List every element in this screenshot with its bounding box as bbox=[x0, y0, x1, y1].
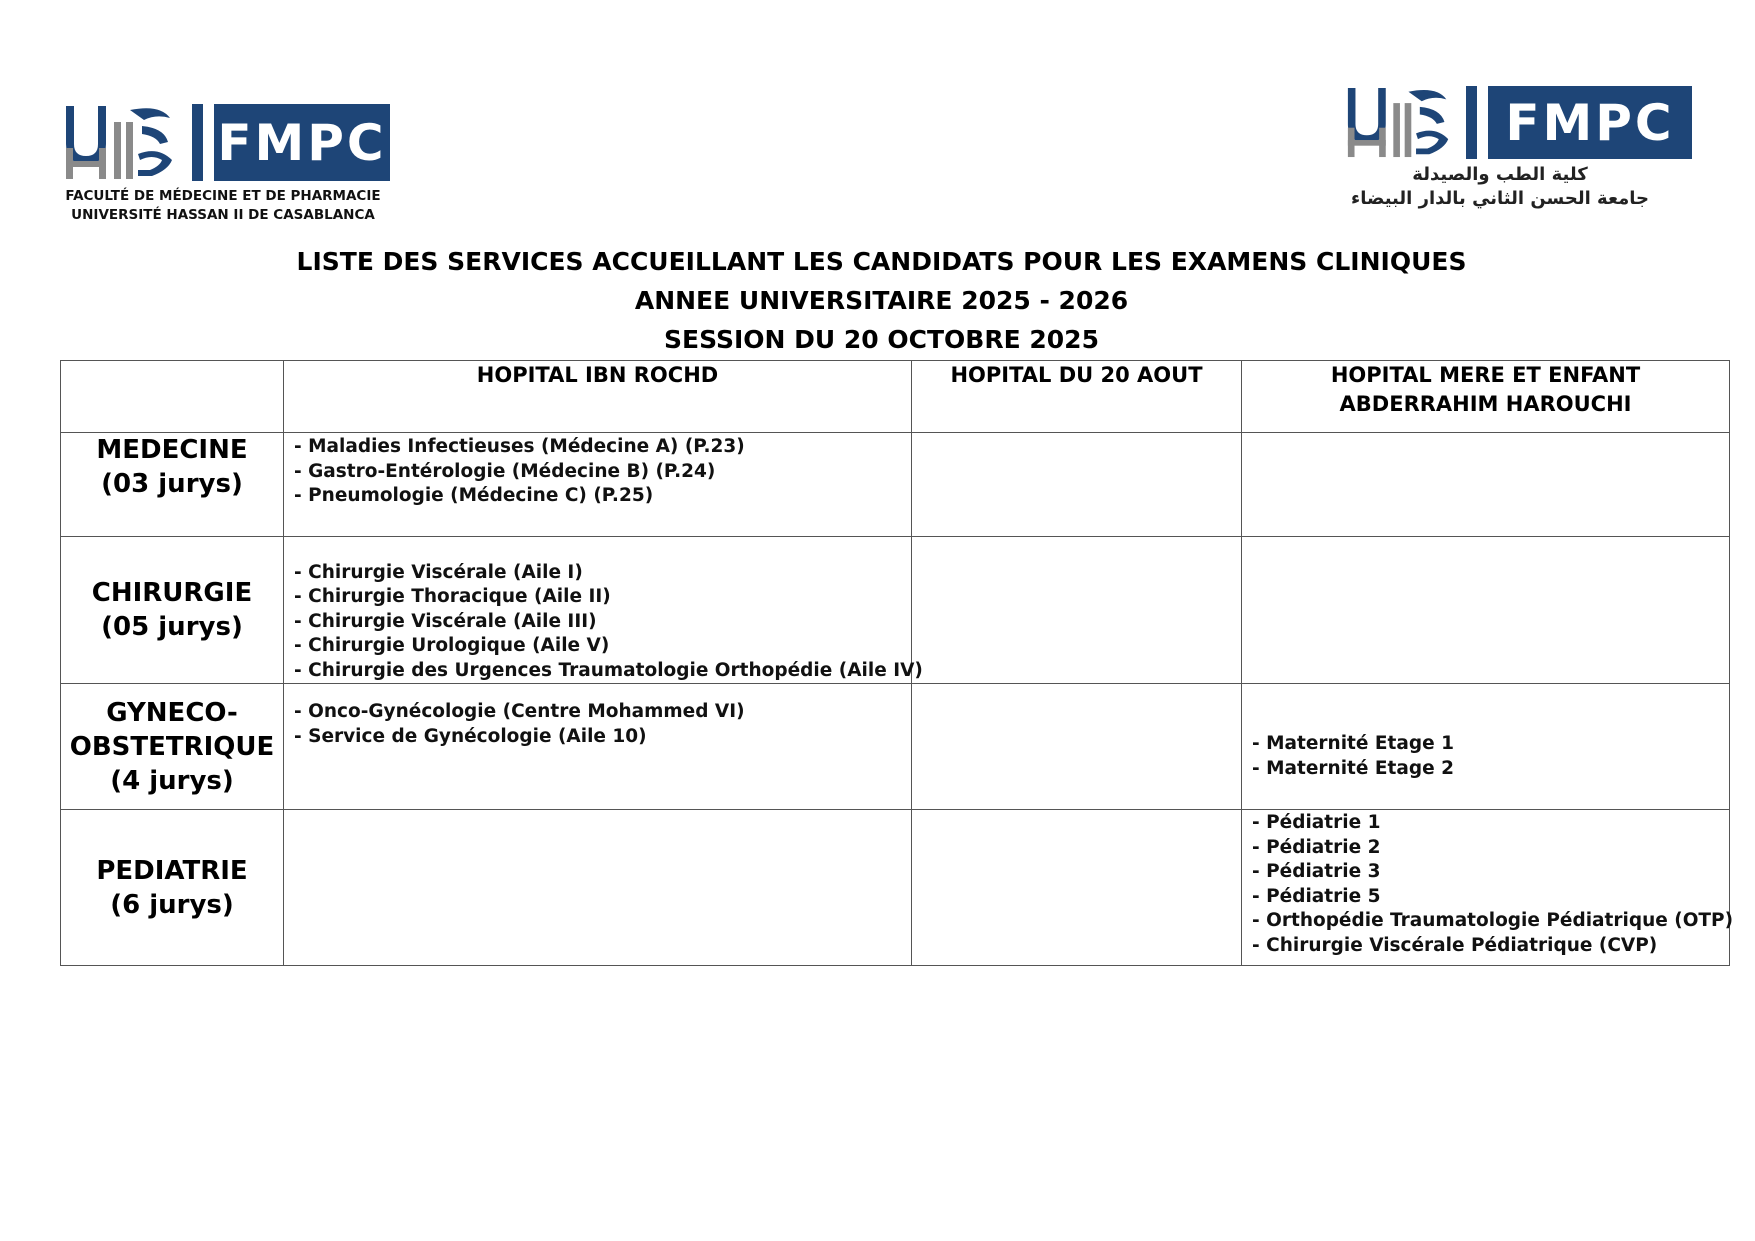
services-harouchi bbox=[1242, 684, 1730, 810]
services-table bbox=[60, 360, 1734, 966]
university-name: UNIVERSITÉ HASSAN II DE CASABLANCA bbox=[71, 207, 375, 223]
specialty-name: PEDIATRIE bbox=[96, 855, 248, 886]
list-item: - Chirurgie des Urgences Traumatologie Orthopédie (Aile IV) bbox=[294, 659, 923, 681]
list-item: - Maladies Infectieuses (Médecine A) (P.23) bbox=[294, 436, 745, 457]
services-ibn-rochd bbox=[284, 810, 912, 966]
services-ibn-rochd bbox=[284, 433, 912, 537]
services-20-aout bbox=[912, 433, 1242, 537]
faculty-name: FACULTÉ DE MÉDECINE ET DE PHARMACIE bbox=[65, 188, 381, 204]
services-harouchi bbox=[1242, 433, 1730, 537]
title-line-2: ANNEE UNIVERSITAIRE 2025 - 2026 bbox=[634, 286, 1129, 315]
services-ibn-rochd bbox=[284, 684, 912, 810]
specialty-name: OBSTETRIQUE bbox=[69, 731, 275, 762]
table-header-row bbox=[61, 361, 1730, 433]
list-item: - Onco-Gynécologie (Centre Mohammed VI) bbox=[294, 701, 745, 722]
header-empty bbox=[61, 361, 284, 433]
services-harouchi bbox=[1242, 810, 1734, 966]
list-item: - Chirurgie Viscérale Pédiatrique (CVP) bbox=[1252, 934, 1658, 956]
title-line-1: LISTE DES SERVICES ACCUEILLANT LES CANDIDATS POUR LES EXAMENS CLINIQUES bbox=[296, 247, 1467, 276]
logo-left bbox=[64, 104, 390, 225]
faculty-name-arabic: كلية الطب والصيدلة bbox=[1412, 164, 1588, 185]
list-item: - Chirurgie Urologique (Aile V) bbox=[294, 635, 610, 656]
table-row bbox=[61, 433, 1730, 537]
table-row bbox=[61, 810, 1730, 966]
list-item: - Chirurgie Thoracique (Aile II) bbox=[294, 586, 611, 607]
services-ibn-rochd bbox=[284, 537, 923, 684]
list-item: - Pédiatrie 2 bbox=[1252, 836, 1381, 858]
specialty-name: CHIRURGIE bbox=[91, 578, 253, 608]
jury-count: (6 jurys) bbox=[110, 889, 234, 920]
jury-count: (05 jurys) bbox=[101, 612, 243, 642]
specialty-cell bbox=[61, 684, 284, 810]
logo-right bbox=[1346, 86, 1692, 211]
list-item: - Pédiatrie 1 bbox=[1252, 812, 1381, 833]
list-item: - Orthopédie Traumatologie Pédiatrique (OTP) bbox=[1252, 910, 1734, 931]
table-row bbox=[61, 537, 1730, 684]
list-item: - Service de Gynécologie (Aile 10) bbox=[294, 725, 647, 747]
header-ibn-rochd: HOPITAL IBN ROCHD bbox=[284, 361, 912, 433]
specialty-name: GYNECO- bbox=[106, 697, 238, 728]
jury-count: (4 jurys) bbox=[110, 765, 234, 796]
fmpc-wordmark: FMPC bbox=[214, 104, 390, 181]
header-harouchi: HOPITAL MERE ET ENFANT ABDERRAHIM HAROUCHI bbox=[1242, 361, 1730, 433]
list-item: - Maternité Etage 2 bbox=[1252, 757, 1454, 779]
list-item: - Pédiatrie 5 bbox=[1252, 885, 1381, 907]
list-item: - Chirurgie Viscérale (Aile I) bbox=[294, 561, 583, 583]
services-20-aout bbox=[912, 537, 1242, 684]
document-title bbox=[0, 242, 1755, 359]
services-harouchi bbox=[1242, 537, 1730, 684]
specialty-name: MEDECINE bbox=[96, 435, 248, 465]
fmpc-wordmark: FMPC bbox=[1488, 86, 1692, 159]
services-20-aout bbox=[912, 684, 1242, 810]
list-item: - Pédiatrie 3 bbox=[1252, 861, 1381, 882]
logo-separator bbox=[1466, 86, 1477, 159]
university-name-arabic: جامعة الحسن الثاني بالدار البيضاء bbox=[1351, 188, 1649, 209]
list-item: - Maternité Etage 1 bbox=[1252, 733, 1454, 754]
specialty-cell bbox=[61, 433, 284, 537]
uh2-logo-mark bbox=[1346, 86, 1452, 159]
table-row bbox=[61, 684, 1730, 810]
list-item: - Gastro-Entérologie (Médecine B) (P.24) bbox=[294, 460, 716, 482]
logo-separator bbox=[192, 104, 203, 181]
specialty-cell bbox=[61, 537, 284, 684]
list-item: - Chirurgie Viscérale (Aile III) bbox=[294, 610, 597, 632]
services-20-aout bbox=[912, 810, 1242, 966]
specialty-cell bbox=[61, 810, 284, 966]
title-line-3: SESSION DU 20 OCTOBRE 2025 bbox=[664, 325, 1099, 354]
uh2-logo-mark bbox=[64, 104, 176, 181]
jury-count: (03 jurys) bbox=[101, 469, 243, 499]
list-item: - Pneumologie (Médecine C) (P.25) bbox=[294, 485, 654, 506]
header-20-aout: HOPITAL DU 20 AOUT bbox=[912, 361, 1242, 433]
